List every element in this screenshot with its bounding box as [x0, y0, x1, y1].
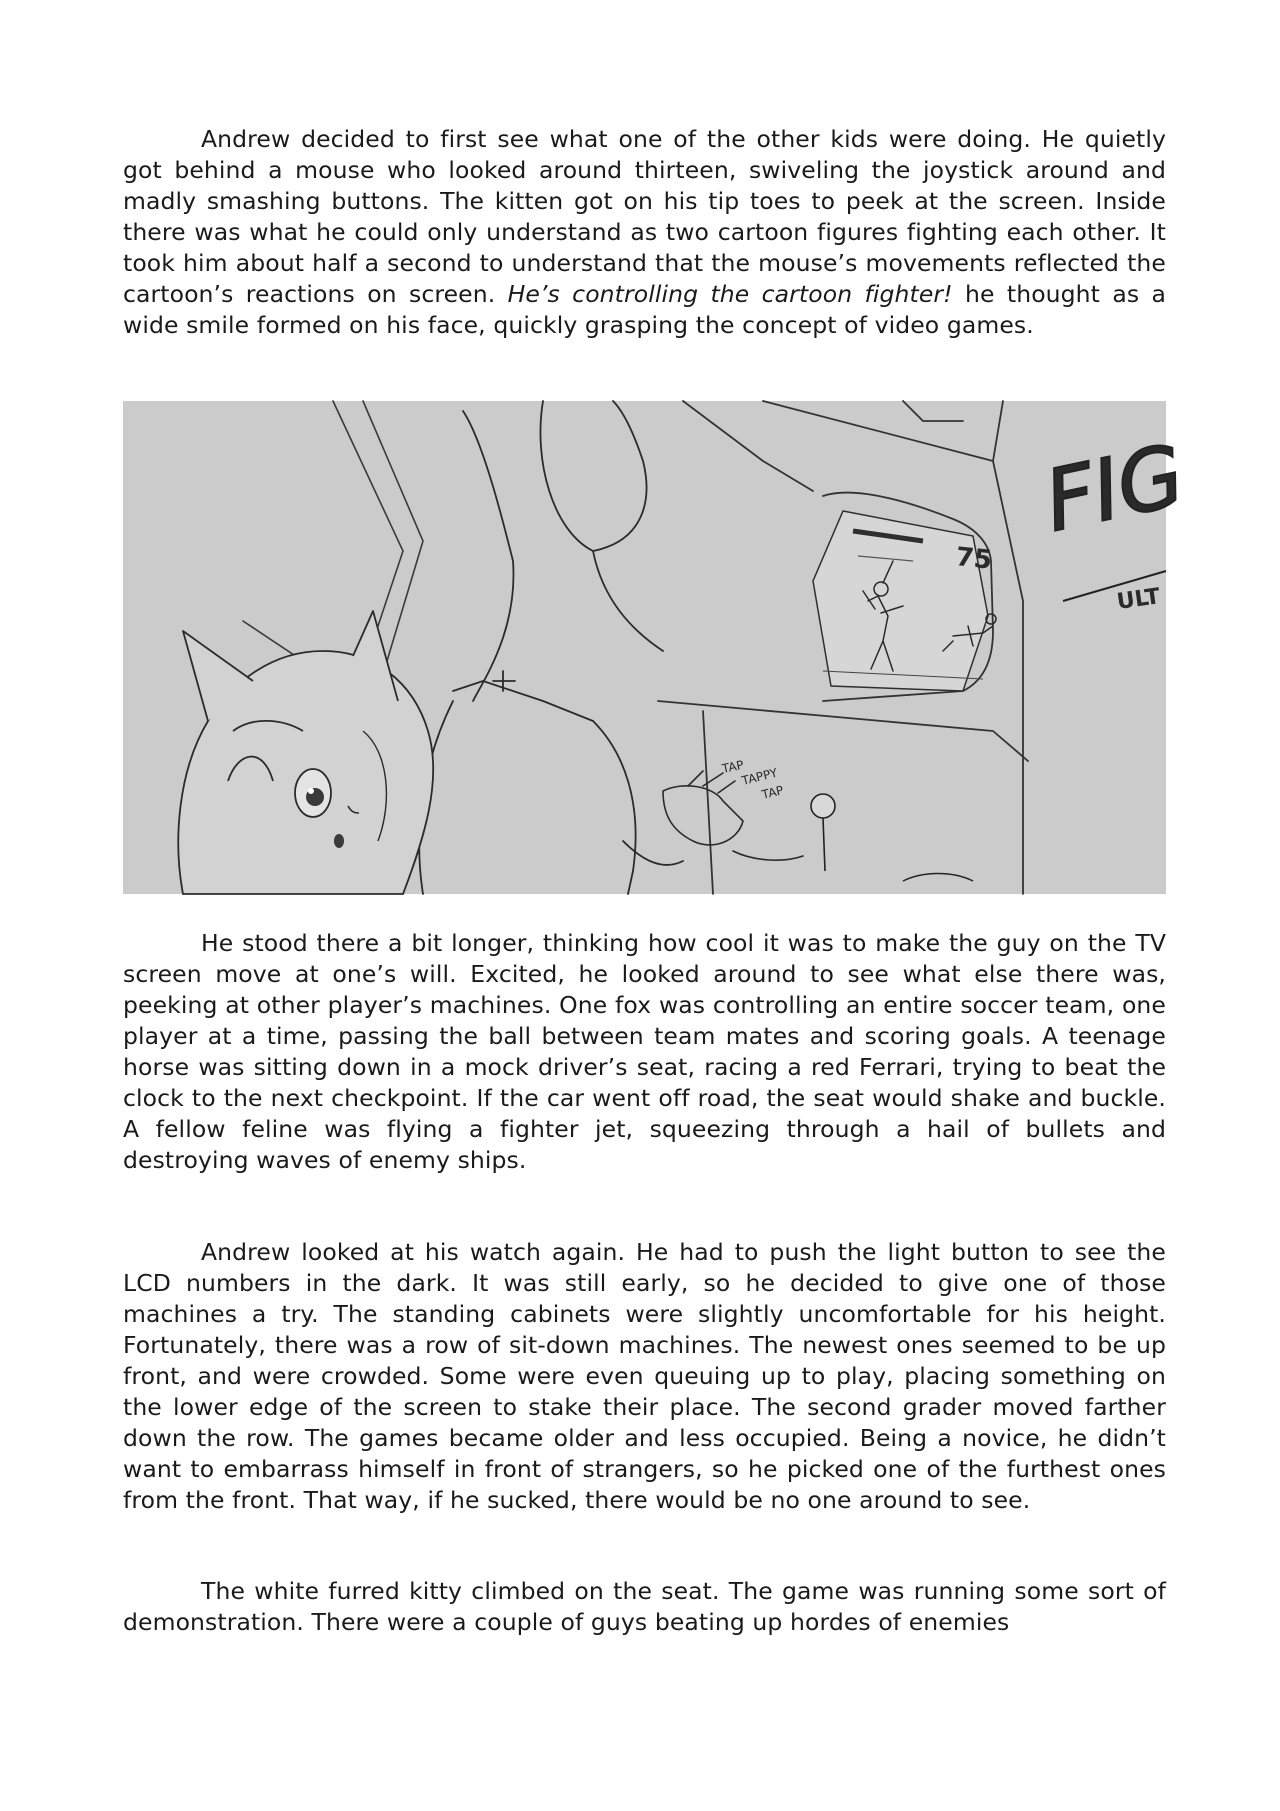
screen-score: 75 [954, 542, 994, 576]
paragraph-3: Andrew looked at his watch again. He had to push the light button to see the LCD numbers in the dark. It was still early, so he decided to give one of those machines a try. The standing cabinets were slightly uncomfortable for his height. Fortunately, there was a row of sit-down machines. The newest ones seemed to be up front, and were crowded. Some were even queuing up to play, placing something on the lower edge of the screen to stake their place. The second grader moved farther down the row. The games became older and less occupied. Being a novice, he didn’t want to embarrass himself in front of strangers, so he picked one of the furthest ones from the front. That way, if he sucked, there would be no one around to see. [123, 1238, 1166, 1514]
arcade-sketch [123, 401, 1193, 894]
paragraph-1 [123, 124, 1166, 341]
kitten-mouth [334, 834, 344, 848]
paragraph-1-text-a: Andrew decided to first see what one of the other kids were doing. He quietly got behind a mouse who looked around thirteen, swiveling the joystick around and madly smashing buttons. The kitten got on his tip toes to peek at the screen. Inside there was what he could only understand as two cartoon figures fighting each other. It took him about half a second to understand that the mouse’s movements reflected the cartoon’s reactions on screen. [123, 125, 1166, 308]
arcade-illustration [123, 401, 1193, 894]
paragraph-4: The white furred kitty climbed on the seat. The game was running some sort of demonstration. There were a couple of guys beating up hordes of enemies [123, 1577, 1166, 1636]
sfx-tap-2: TAP [760, 783, 785, 802]
paragraph-2: He stood there a bit longer, thinking how cool it was to make the guy on the TV screen move at one’s will. Excited, he looked around to see what else there was, peeking at other player’s machines. One fox was controlling an entire soccer team, one player at a time, passing the ball between team mates and scoring goals. A teenage horse was sitting down in a mock driver’s seat, racing a red Ferrari, trying to beat the clock to the next checkpoint. If the car went off road, the seat would shake and buckle. A fellow feline was flying a fighter jet, squeezing through a hail of bullets and destroying waves of enemy ships. [123, 929, 1166, 1174]
game-screen [813, 511, 996, 691]
paragraph-1-thought: He’s controlling the cartoon fighter! [507, 280, 953, 308]
sfx-tappy: TAPPY [740, 765, 779, 788]
sfx-tap-1: TAP [720, 757, 745, 776]
marquee-title: FIG [1036, 425, 1193, 551]
paragraph-1-text-b: he thought as a wide smile formed on his face, quickly grasping the concept of video games. [123, 280, 1166, 339]
marquee-subtitle: ULT [1115, 584, 1162, 615]
